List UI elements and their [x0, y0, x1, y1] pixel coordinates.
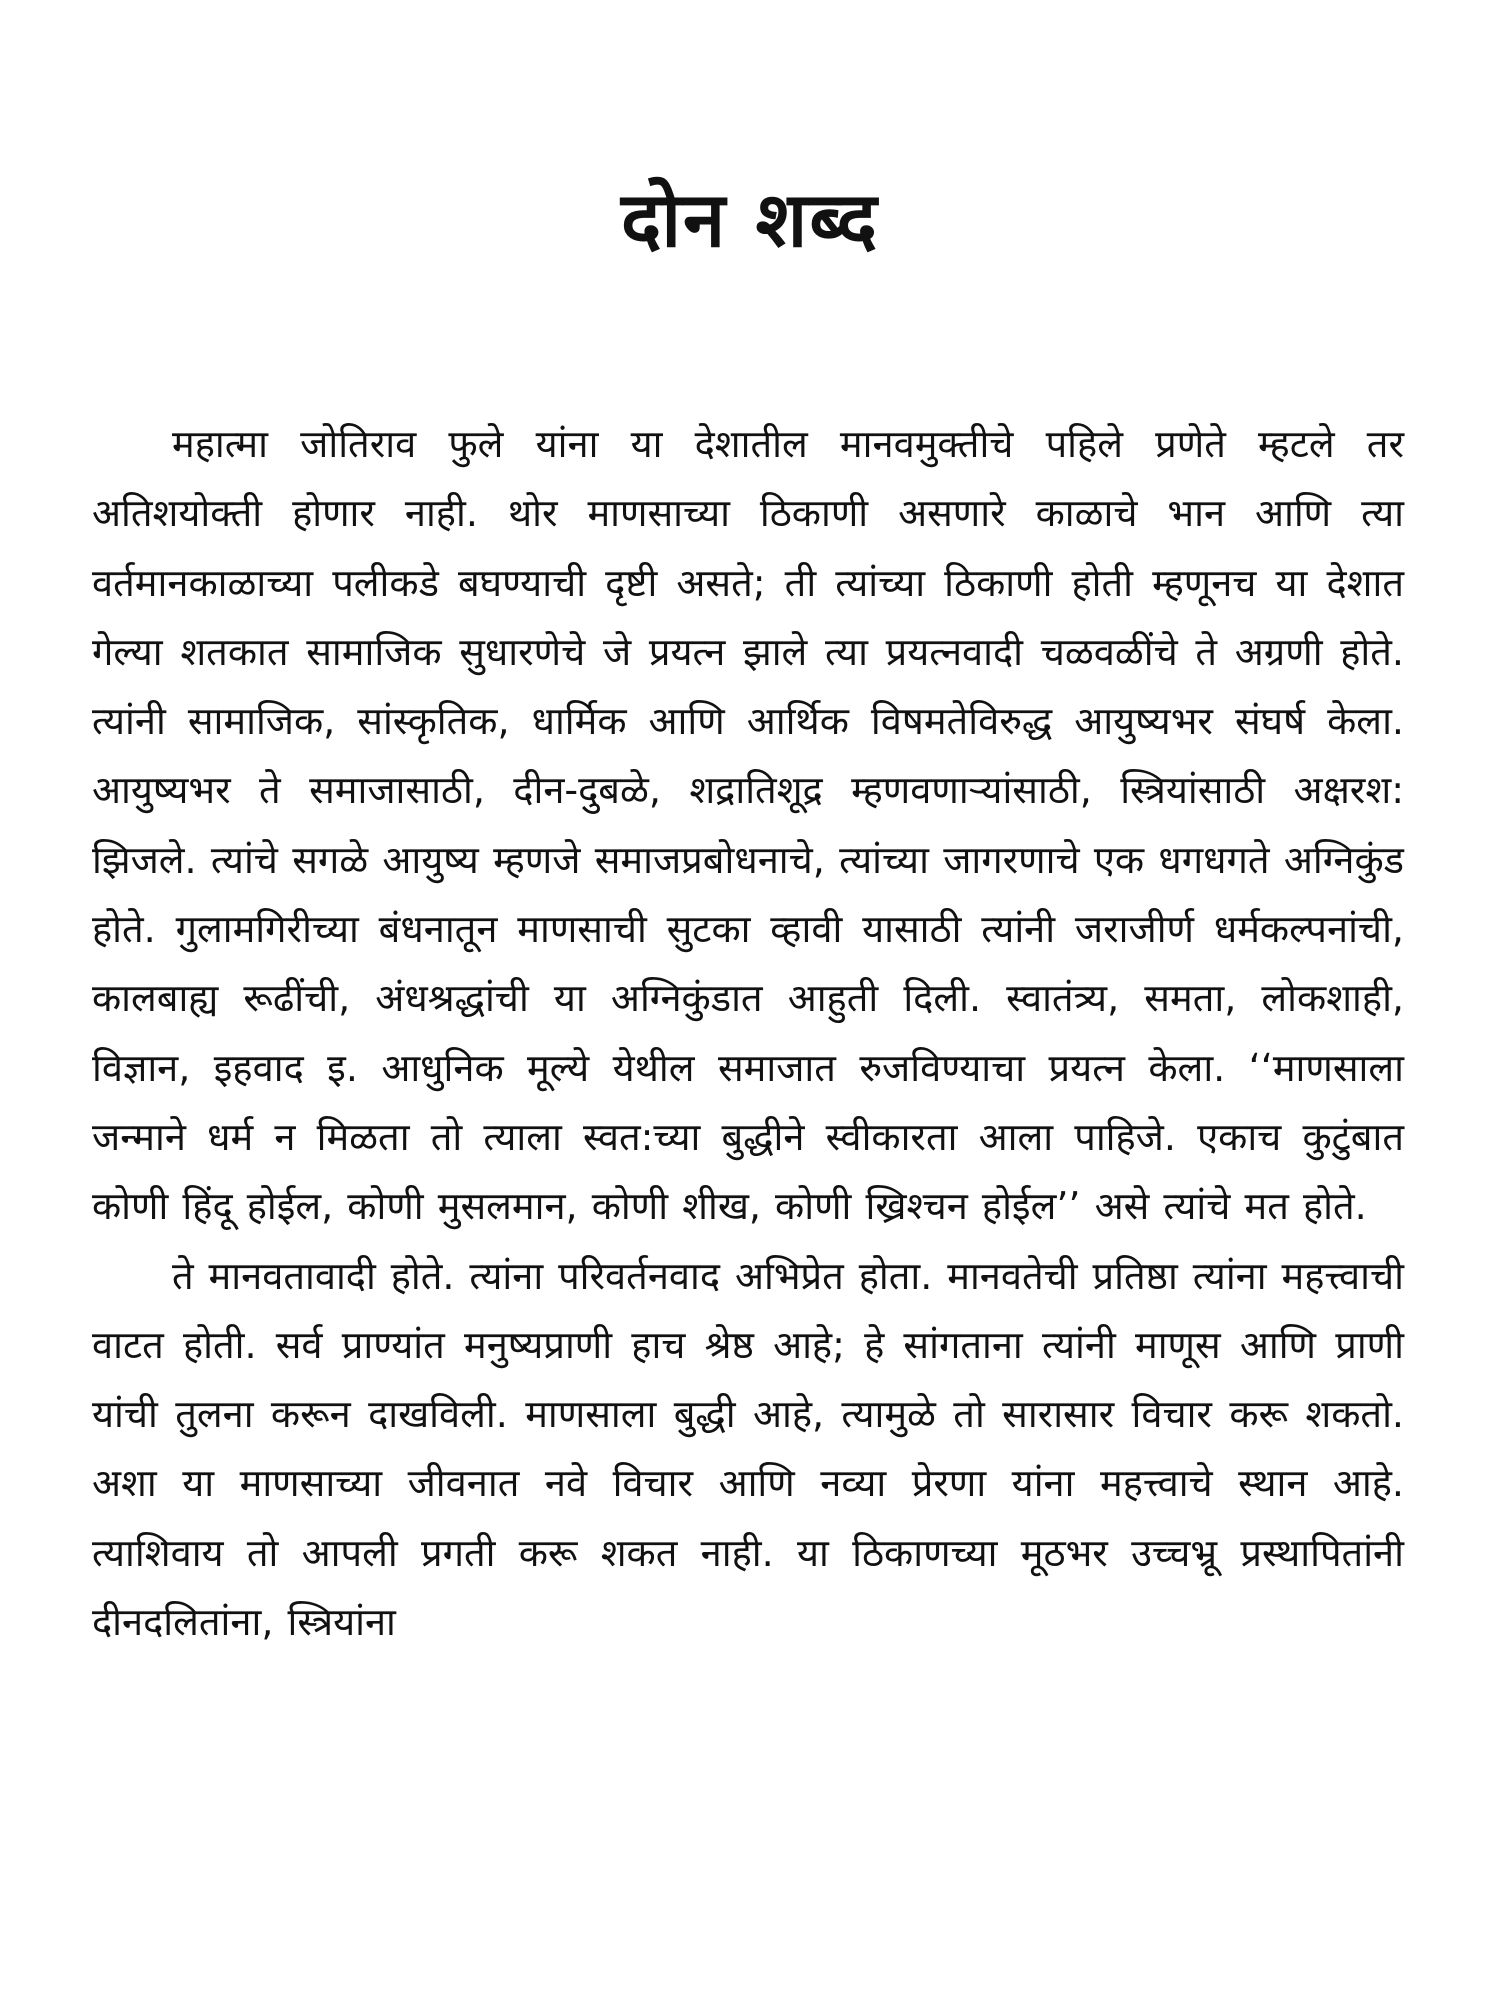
page-title: दोन शब्द	[620, 175, 880, 264]
paragraph-1: महात्मा जोतिराव फुले यांना या देशातील मानवमुक्तीचे पहिले प्रणेते म्हटले तर अतिशयोक्ती होणार नाही. थोर माणसाच्या ठिकाणी असणारे काळाचे भान आणि त्या वर्तमानकाळाच्या पलीकडे बघण्याची दृष्टी असते; ती त्यांच्या ठिकाणी होती म्हणूनच या देशात गेल्या शतकात सामाजिक सुधारणेचे जे प्रयत्न झाले त्या प्रयत्नवादी चळवळींचे ते अग्रणी होते. त्यांनी सामाजिक, सांस्कृतिक, धार्मिक आणि आर्थिक विषमतेविरुद्ध आयुष्यभर संघर्ष केला. आयुष्यभर ते समाजासाठी, दीन-दुबळे, शद्रातिशूद्र म्हणवणाऱ्यांसाठी, स्त्रियांसाठी अक्षरश: झिजले. त्यांचे सगळे आयुष्य म्हणजे समाजप्रबोधनाचे, त्यांच्या जागरणाचे एक धगधगते अग्निकुंड होते. गुलामगिरीच्या बंधनातून माणसाची सुटका व्हावी यासाठी त्यांनी जराजीर्ण धर्मकल्पनांची, कालबाह्य रूढींची, अंधश्रद्धांची या अग्निकुंडात आहुती दिली. स्वातंत्र्य, समता, लोकशाही, विज्ञान, इहवाद इ. आधुनिक मूल्ये येथील समाजात रुजविण्याचा प्रयत्न केला. ‘‘माणसाला जन्माने धर्म न मिळता तो त्याला स्वत:च्या बुद्धीने स्वीकारता आला पाहिजे. एकाच कुटुंबात कोणी हिंदू होईल, कोणी मुसलमान, कोणी शीख, कोणी ख्रिश्चन होईल’’ असे त्यांचे मत होते.	[92, 422, 1404, 1229]
body-text	[92, 410, 1404, 1657]
paragraph-2: ते मानवतावादी होते. त्यांना परिवर्तनवाद अभिप्रेत होता. मानवतेची प्रतिष्ठा त्यांना महत्त्वाची वाटत होती. सर्व प्राण्यांत मनुष्यप्राणी हाच श्रेष्ठ आहे; हे सांगताना त्यांनी माणूस आणि प्राणी यांची तुलना करून दाखविली. माणसाला बुद्धी आहे, त्यामुळे तो सारासार विचार करू शकतो. अशा या माणसाच्या जीवनात नवे विचार आणि नव्या प्रेरणा यांना महत्त्वाचे स्थान आहे. त्याशिवाय तो आपली प्रगती करू शकत नाही. या ठिकाणच्या मूठभर उच्चभ्रू प्रस्थापितांनी दीनदलितांना, स्त्रियांना	[92, 1253, 1404, 1645]
